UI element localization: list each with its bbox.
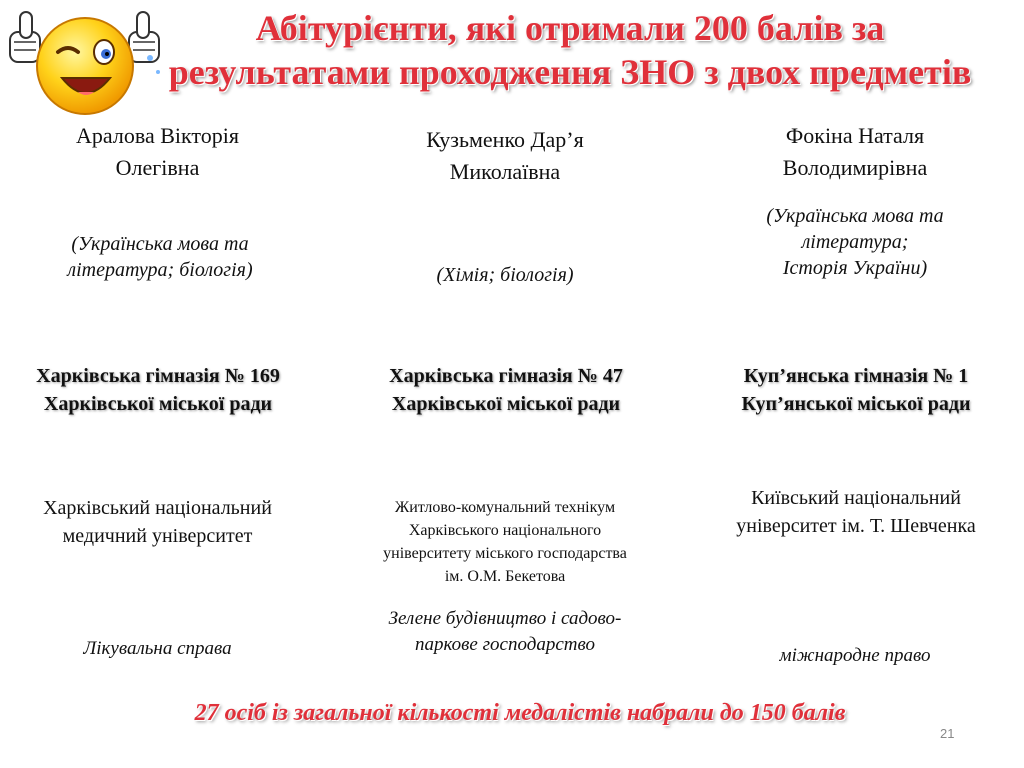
student-1-name [10,120,305,184]
student-3-subjects-line-3: Історія України) [782,257,928,279]
student-3-university [700,484,1012,540]
student-2-specialty-line-2: паркове господарство [415,634,595,655]
student-3-subjects [700,203,1010,281]
slide-title [120,6,1020,94]
student-1-subjects-line-2: література; біологія) [67,259,253,281]
footer-note: 27 осіб із загальної кількості медалістів набрали до 150 балів [194,700,846,726]
title-line-1: Абітурієнти, які отримали 200 балів за [255,8,885,48]
student-3-name [700,120,1010,184]
student-3-school-line-2: Куп’янської міської ради [741,393,971,415]
student-2-university-line-1: Житлово-комунальний технікум [394,499,616,516]
student-3-subjects-line-1: (Українська мова та [766,205,944,227]
student-1-university [5,494,310,550]
student-1-university-line-1: Харківський національний [43,497,272,519]
student-2-university-line-2: Харківського національного [408,522,602,539]
student-2-school-line-2: Харківської міської ради [391,393,621,415]
student-1-university-line-2: медичний університет [62,525,253,547]
student-2-name [350,124,660,188]
student-3-university-line-2: університет ім. Т. Шевченка [736,515,976,537]
student-3-school [700,362,1012,418]
student-2-university [345,496,665,588]
student-2-name-line-1: Кузьменко Дар’я [426,127,584,152]
student-2-university-line-4: ім. О.М. Бекетова [444,568,566,585]
student-2-subjects: (Хімія; біологія) [436,264,574,286]
student-2-name-line-2: Миколаївна [449,159,561,184]
student-3-specialty: міжнародне право [779,645,931,666]
student-2-specialty [350,606,660,658]
student-1-subjects-line-1: (Українська мова та [71,233,249,255]
student-3-name-line-2: Володимирівна [782,155,928,180]
student-3-school-line-1: Куп’янська гімназія № 1 [743,365,969,387]
student-1-school-line-2: Харківської міської ради [43,393,273,415]
student-1-name-line-1: Аралова Вікторія [76,123,239,148]
student-1-name-line-2: Олегівна [115,155,200,180]
student-2-specialty-line-1: Зелене будівництво і садово- [388,608,622,629]
student-1-subjects [10,231,310,283]
student-3-subjects-line-2: література; [801,231,909,253]
title-line-2: результатами проходження ЗНО з двох предметів [168,52,972,92]
student-1-school [0,362,316,418]
student-3-university-line-1: Київський національний [751,487,961,509]
student-2-school [350,362,662,418]
student-3-name-line-1: Фокіна Наталя [785,123,925,148]
student-2-school-line-1: Харківська гімназія № 47 [389,365,623,387]
student-2-university-line-3: університету міського господарства [383,545,627,562]
page-number: 21 [940,726,955,741]
student-1-specialty: Лікувальна справа [83,638,232,659]
student-1-school-line-1: Харківська гімназія № 169 [36,365,280,387]
